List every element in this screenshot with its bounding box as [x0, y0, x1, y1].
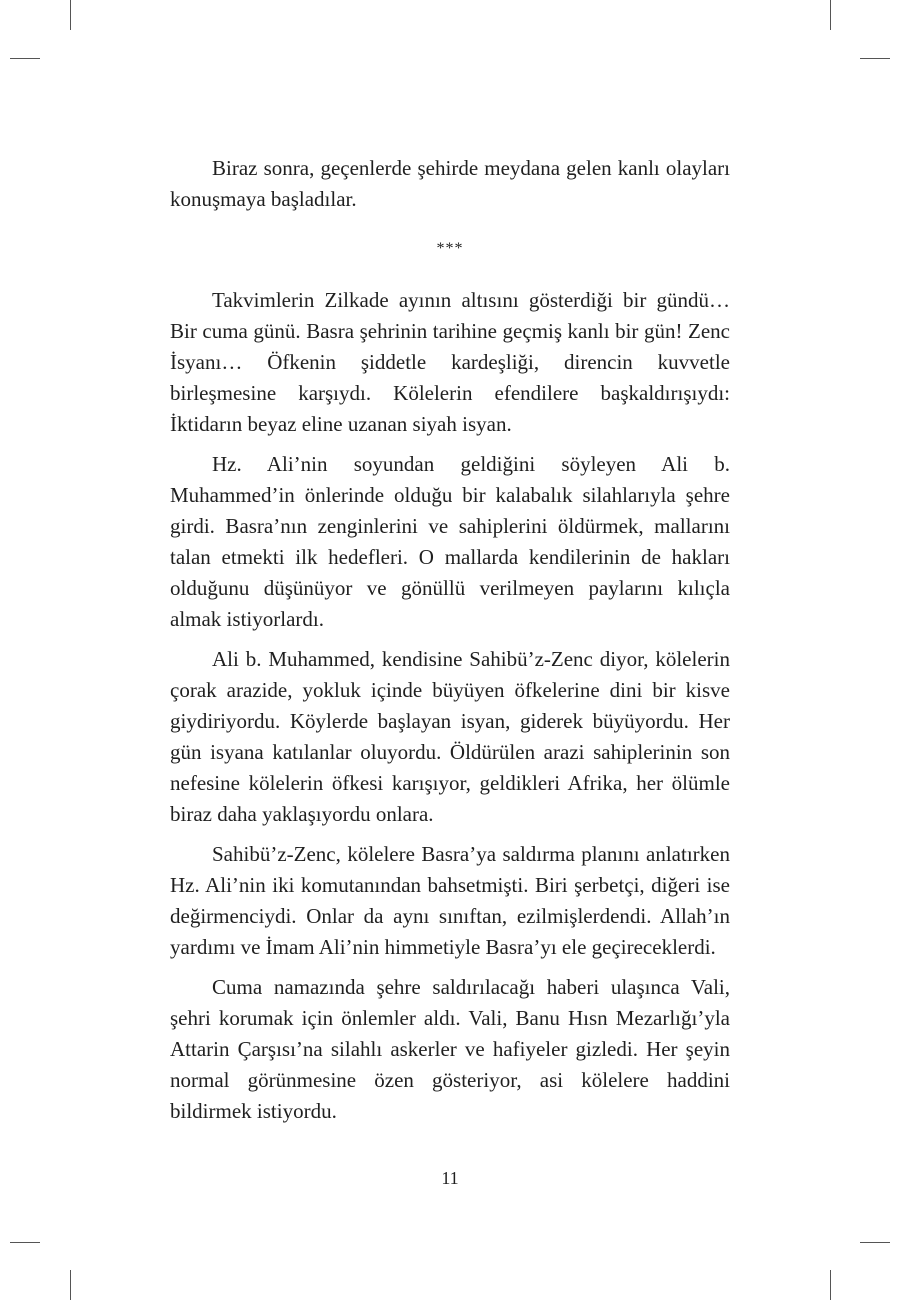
crop-mark-left-bottom — [10, 1242, 40, 1243]
paragraph: Sahibü’z-Zenc, kölelere Basra’ya saldırma planını anlatırken Hz. Ali’nin iki komutanından bahsetmişti. Biri şerbetçi, diğeri ise değirmenciydi. Onlar da aynı sınıftan, ezilmişlerdendi. Allah’ın yardımı ve İmam Ali’nin himmetiyle Basra’yı ele geçireceklerdi. — [170, 842, 730, 959]
crop-mark-top-left — [70, 0, 71, 30]
crop-mark-bottom-right — [830, 1270, 831, 1300]
page-body — [170, 153, 730, 1127]
paragraph-intro: Biraz sonra, geçenlerde şehirde meydana gelen kanlı olayları konuşmaya başladılar. — [170, 156, 730, 211]
crop-mark-left-top — [10, 58, 40, 59]
crop-mark-bottom-left — [70, 1270, 71, 1300]
paragraph: Ali b. Muhammed, kendisine Sahibü’z-Zenc diyor, kölelerin çorak arazide, yokluk içinde büyüyen öfkelerine dini bir kisve giydiriyordu. Köylerde başlayan isyan, giderek büyüyordu. Her gün isyana katılanlar oluyordu. Öldürülen arazi sahiplerinin son nefesine kölelerin öfkesi karışıyor, geldikleri Afrika, her ölümle biraz daha yaklaşıyordu onlara. — [170, 647, 730, 826]
page-number: 11 — [441, 1168, 459, 1188]
crop-mark-right-top — [860, 58, 890, 59]
crop-mark-right-bottom — [860, 1242, 890, 1243]
paragraph: Takvimlerin Zilkade ayının altısını gösterdiği bir gündü… Bir cuma günü. Basra şehrinin tarihine geçmiş kanlı bir gün! Zenc İsyanı… Öfkenin şiddetle kardeşliği, direncin kuvvetle birleşmesine karşıydı. Kölelerin efendilere başkaldırışıydı: İktidarın beyaz eline uzanan siyah isyan. — [170, 288, 730, 436]
paragraph: Hz. Ali’nin soyundan geldiğini söyleyen Ali b. Muhammed’in önlerinde olduğu bir kalabalık silahlarıyla şehre girdi. Basra’nın zenginlerini ve sahiplerini öldürmek, mallarını talan etmekti ilk hedefleri. O mallarda kendilerinin de hakları olduğunu düşünüyor ve gönüllü verilmeyen paylarını kılıçla almak istiyorlardı. — [170, 452, 730, 631]
paragraph: Cuma namazında şehre saldırılacağı haberi ulaşınca Vali, şehri korumak için önlemler aldı. Vali, Banu Hısn Mezarlığı’yla Attarin Çarşısı’na silahlı askerler ve hafiyeler gizledi. Her şeyin normal görünmesine özen gösteriyor, asi kölelere haddini bildirmek istiyordu. — [170, 975, 730, 1123]
crop-mark-top-right — [830, 0, 831, 30]
section-separator: *** — [436, 240, 464, 257]
